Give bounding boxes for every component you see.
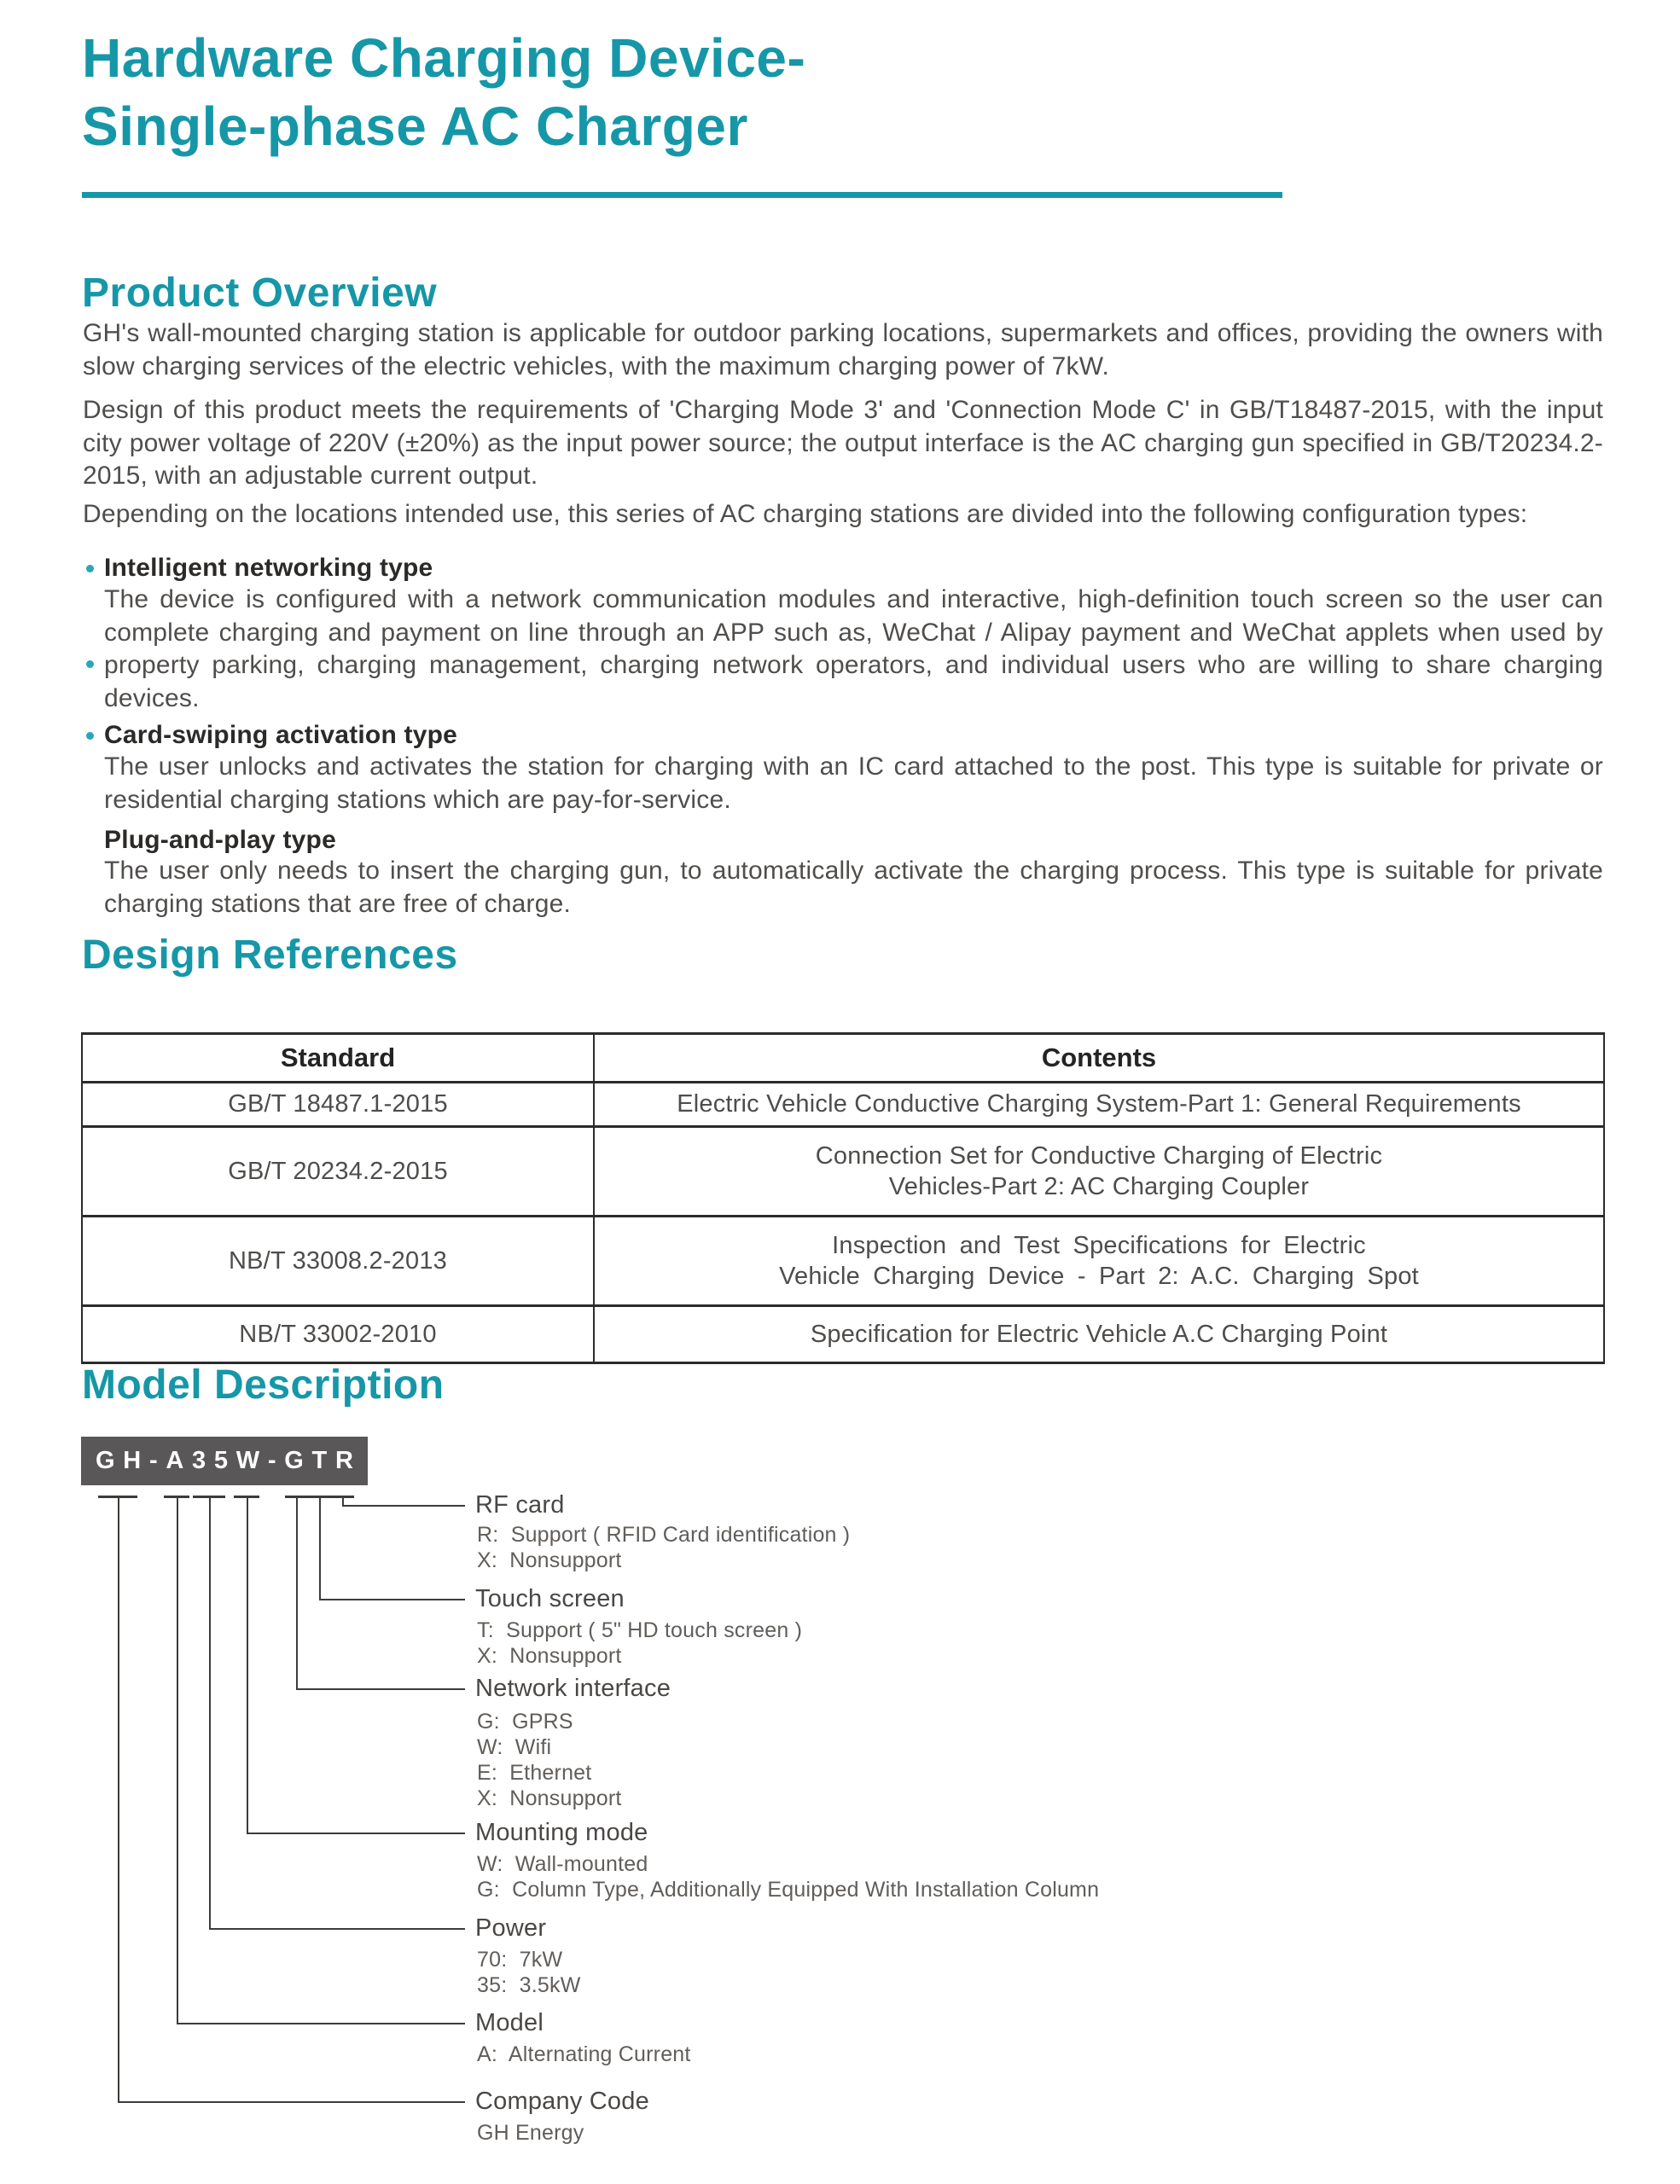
branch-label-company-code: Company Code [475, 2088, 649, 2115]
model-code-letter: T [311, 1447, 328, 1474]
tree-vline-touch-screen [319, 1496, 321, 1600]
model-code-badge [81, 1437, 368, 1485]
contents-line: Inspection and Test Specifications for Electric [832, 1232, 1366, 1259]
contents-line: Vehicles-Part 2: AC Charging Coupler [888, 1173, 1310, 1200]
branch-sub-item: X: Nonsupport [477, 1786, 622, 1810]
bullet-title-intelligent-networking: Intelligent networking type [104, 554, 433, 582]
contents-cell [594, 1127, 1604, 1217]
branch-label-model: Model [475, 2009, 544, 2036]
table-row [82, 1127, 1604, 1217]
contents-cell [594, 1217, 1604, 1306]
tree-vline-model [177, 1496, 178, 2024]
contents-cell: Specification for Electric Vehicle A.C Charging Point [594, 1306, 1604, 1363]
branch-sub-item: X: Nonsupport [477, 1644, 622, 1668]
model-code-letter: R [334, 1447, 353, 1474]
branch-sub-item: 70: 7kW [477, 1948, 563, 1972]
bullet-dot [86, 732, 94, 740]
table-row [82, 1306, 1604, 1363]
tree-hline-touch-screen [319, 1599, 465, 1600]
tree-hline-company-code [118, 2101, 465, 2103]
model-code-letter: 5 [213, 1447, 229, 1474]
contents-line: Connection Set for Conductive Charging of Electric [815, 1142, 1383, 1170]
section-heading-model-description: Model Description [82, 1362, 445, 1408]
tree-vline-power [209, 1496, 211, 1930]
branch-sub-item: 35: 3.5kW [477, 1973, 581, 1997]
table-row [82, 1083, 1604, 1127]
table-header-row [82, 1034, 1604, 1083]
table-header-contents: Contents [594, 1034, 1604, 1083]
branch-sub-item: A: Alternating Current [477, 2042, 691, 2066]
bullet-dot [86, 660, 94, 668]
standard-cell: GB/T 20234.2-2015 [82, 1127, 594, 1217]
model-code-letter: G [96, 1447, 115, 1474]
branch-label-touch-screen: Touch screen [475, 1585, 625, 1612]
contents-cell: Electric Vehicle Conductive Charging System-Part 1: General Requirements [594, 1083, 1604, 1127]
tree-hline-network-interface [296, 1688, 465, 1690]
page-title-line1: Hardware Charging Device- [82, 27, 806, 89]
bullet-body-card-swiping: The user unlocks and activates the station for charging with an IC card attached to the post. This type is suitable for private or residential charging stations which are pay-for-service. [104, 752, 1603, 814]
bullet-body-intelligent-networking: The device is configured with a network communication modules and interactive, high-definition touch screen so the user can complete charging and payment on line through an APP such as, WeChat / Alipay payment and WeChat applets when used by property parking, charging management, charging network operators, and individual users who are willing to share charging devices. [104, 585, 1603, 712]
branch-sub-item: X: Nonsupport [477, 1548, 622, 1572]
branch-label-rf-card: RF card [475, 1491, 565, 1519]
standard-cell: NB/T 33002-2010 [82, 1306, 594, 1363]
branch-sub-item: T: Support ( 5" HD touch screen ) [477, 1618, 803, 1642]
branch-sub-item: W: Wifi [477, 1735, 552, 1759]
section-heading-product-overview: Product Overview [82, 270, 438, 316]
tree-vline-mounting-mode [247, 1496, 248, 1834]
title-underline-rule [82, 192, 1282, 198]
model-code-letter: W [235, 1447, 260, 1474]
model-code-letter: - [267, 1447, 276, 1474]
model-code-letter: G [284, 1447, 304, 1474]
overview-paragraph-2: Design of this product meets the requirements of 'Charging Mode 3' and 'Connection Mode C' in GB/T18487-2015, with the input city power voltage of 220V (±20%) as the input power source; the output interface is the AC charging gun specified in GB/T20234.2-2015, with an adjustable current output. [83, 396, 1603, 490]
bullet-title-plug-and-play: Plug-and-play type [104, 826, 336, 854]
page-title [82, 24, 805, 160]
branch-sub-item: G: GPRS [477, 1710, 573, 1734]
standard-cell: GB/T 18487.1-2015 [82, 1083, 594, 1127]
branch-sub-item: R: Support ( RFID Card identification ) [477, 1523, 851, 1547]
tree-vline-network-interface [296, 1496, 298, 1690]
bullet-dot [86, 565, 94, 572]
tree-vline-company-code [118, 1496, 119, 2103]
bullet-title-card-swiping: Card-swiping activation type [104, 721, 457, 749]
branch-label-mounting-mode: Mounting mode [475, 1819, 648, 1846]
model-code-letter: A [166, 1447, 184, 1474]
branch-sub-item: GH Energy [477, 2121, 584, 2145]
standard-cell: NB/T 33008.2-2013 [82, 1217, 594, 1306]
contents-line: Vehicle Charging Device - Part 2: A.C. Charging Spot [779, 1263, 1419, 1290]
design-references-table [81, 1032, 1605, 1364]
overview-paragraph-3: Depending on the locations intended use, this series of AC charging stations are divided into the following configuration types: [83, 500, 1528, 528]
page-title-line2: Single-phase AC Charger [82, 96, 748, 157]
bullet-body-plug-and-play: The user only needs to insert the charging gun, to automatically activate the charging process. This type is suitable for private charging stations that are free of charge. [104, 857, 1603, 918]
table-row [82, 1217, 1604, 1306]
branch-label-power: Power [475, 1914, 547, 1942]
overview-paragraph-1: GH's wall-mounted charging station is applicable for outdoor parking locations, supermarkets and offices, providing the owners with slow charging services of the electric vehicles, with the maximum charging power of 7kW. [83, 319, 1603, 380]
tree-hline-model [177, 2023, 465, 2024]
tree-hline-mounting-mode [247, 1833, 465, 1834]
model-code-letter: 3 [192, 1447, 206, 1474]
branch-label-network-interface: Network interface [475, 1675, 671, 1702]
branch-sub-item: W: Wall-mounted [477, 1852, 648, 1876]
model-code-letter: H [123, 1447, 142, 1474]
section-heading-design-references: Design References [82, 932, 458, 978]
tree-hline-rf-card [342, 1505, 465, 1507]
branch-sub-item: G: Column Type, Additionally Equipped With Installation Column [477, 1878, 1100, 1902]
model-code-letter: - [148, 1447, 158, 1474]
tree-hline-power [209, 1928, 465, 1930]
branch-sub-item: E: Ethernet [477, 1761, 592, 1785]
table-header-standard: Standard [82, 1034, 594, 1083]
